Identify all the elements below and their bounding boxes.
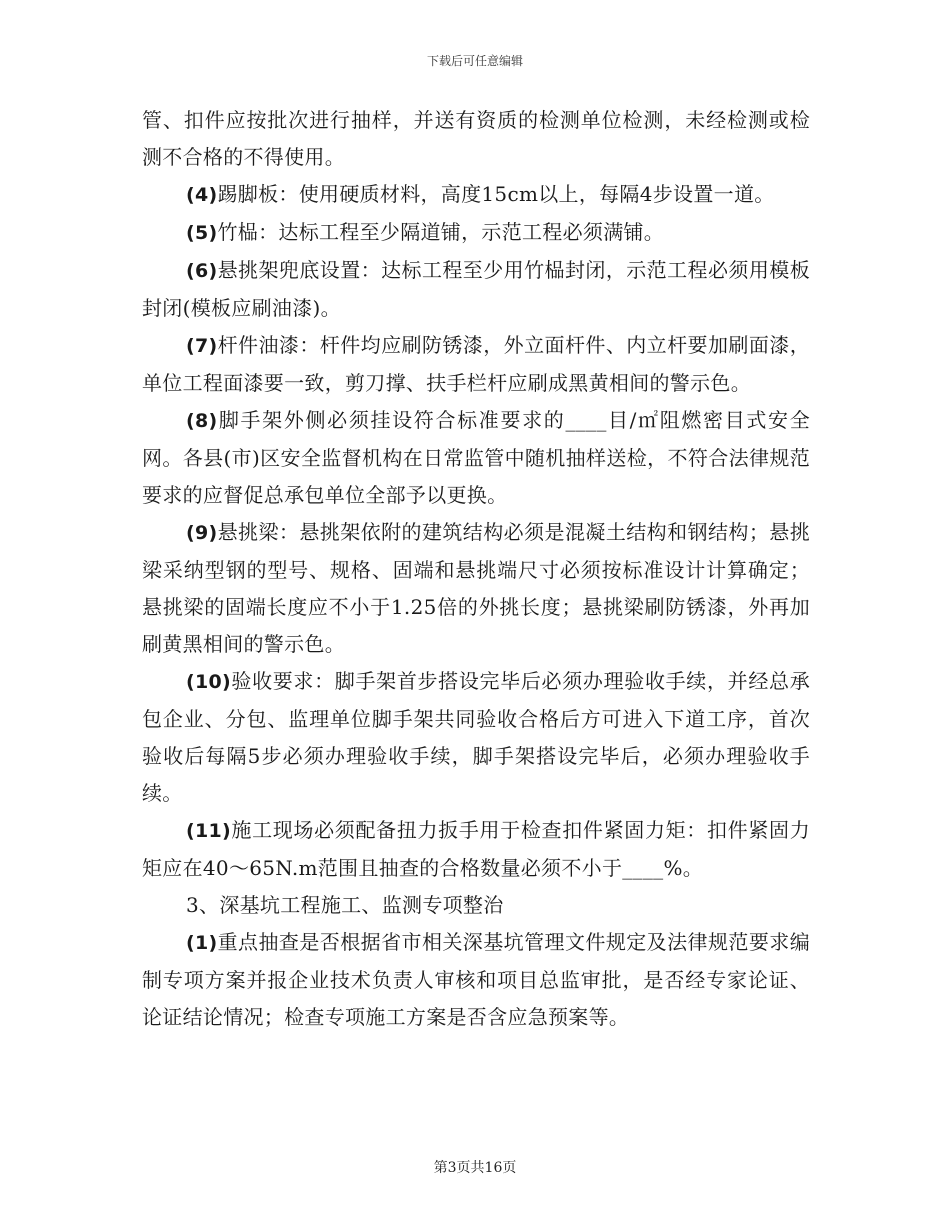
page-number-footer: 第3页共16页 (433, 1160, 517, 1176)
paragraph-item-6 (142, 252, 810, 327)
paragraph-text: 竹榀：达标工程至少隔道铺，示范工程必须满铺。 (217, 220, 665, 244)
paragraph-text: 悬挑架兜底设置：达标工程至少用竹榀封闭，示范工程必须用模板封闭(模板应刷油漆)。 (142, 258, 810, 320)
item-number: (1) (186, 932, 218, 954)
paragraph-text: 验收要求：脚手架首步搭设完毕后必须办理验收手续，并经总承包企业、分包、监理单位脚手架共同验收合格后方可进入下道工序，首次验收后每隔5步必须办理验收手续，脚手架搭设完毕后，必须办理验收手续。 (142, 669, 810, 805)
paragraph-item-9 (142, 514, 810, 663)
paragraph-text: 杆件油漆：杆件均应刷防锈漆，外立面杆件、内立杆要加刷面漆，单位工程面漆要一致，剪刀撑、扶手栏杆应刷成黑黄相间的警示色。 (142, 333, 810, 395)
paragraph-item-5 (142, 214, 810, 252)
paragraph-item-7 (142, 327, 810, 402)
paragraph-section3-item-1 (142, 924, 810, 1036)
page-header: 下载后可任意编辑 (426, 54, 523, 68)
item-number: (6) (186, 260, 218, 282)
paragraph-text: 管、扣件应按批次进行抽样，并送有资质的检测单位检测，未经检测或检测不合格的不得使用。 (142, 108, 810, 169)
document-body (142, 102, 810, 1036)
item-number: (7) (186, 335, 218, 357)
paragraph-text: 脚手架外侧必须挂设符合标准要求的____目/㎡阻燃密目式安全网。各县(市)区安全监督机构在日常监管中随机抽样送检，不符合法律规范要求的应督促总承包单位全部予以更换。 (142, 408, 810, 507)
section-heading-text: 3、深基坑工程施工、监测专项整治 (186, 893, 504, 917)
item-number: (10) (186, 671, 232, 693)
paragraph-item-8 (142, 402, 810, 514)
section-heading (142, 887, 810, 924)
paragraph-item-4 (142, 176, 810, 214)
item-number: (8) (186, 410, 218, 432)
paragraph-item-10 (142, 663, 810, 812)
paragraph-text: 重点抽查是否根据省市相关深基坑管理文件规定及法律规范要求编制专项方案并报企业技术负责人审核和项目总监审批，是否经专家论证、论证结论情况；检查专项施工方案是否含应急预案等。 (142, 930, 810, 1029)
item-number: (5) (186, 222, 218, 244)
item-number: (9) (186, 522, 218, 544)
paragraph-item-11 (142, 812, 810, 887)
item-number: (11) (186, 820, 232, 842)
paragraph-text: 施工现场必须配备扭力扳手用于检查扣件紧固力矩：扣件紧固力矩应在40～65N.m范围且抽查的合格数量必须不小于____%。 (142, 818, 810, 880)
paragraph-text: 悬挑梁：悬挑架依附的建筑结构必须是混凝土结构和钢结构；悬挑梁采纳型钢的型号、规格、固端和悬挑端尺寸必须按标准设计计算确定；悬挑梁的固端长度应不小于1.25倍的外挑长度；悬挑梁刷防锈漆，外再加刷黄黑相间的警示色。 (142, 520, 810, 656)
paragraph-continuation (142, 102, 810, 176)
item-number: (4) (186, 184, 218, 206)
paragraph-text: 踢脚板：使用硬质材料，高度15cm以上，每隔4步设置一道。 (217, 182, 775, 206)
